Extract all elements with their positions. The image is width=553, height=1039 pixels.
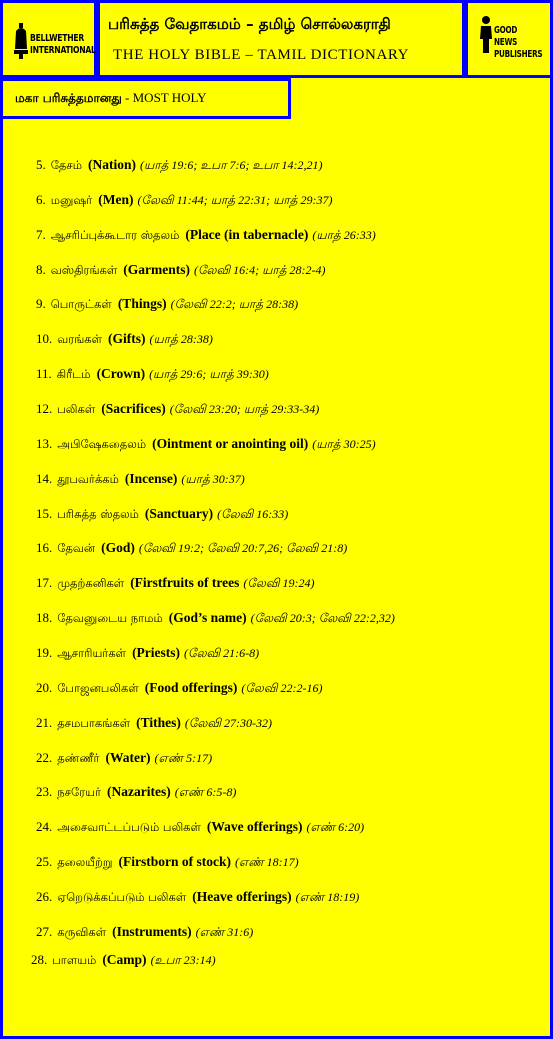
entry-num: 27. xyxy=(36,924,53,939)
entry-english: (Priests) xyxy=(132,645,181,660)
entry-english: (Crown) xyxy=(96,366,146,381)
entry-ref: (எண் 6:5-8) xyxy=(174,785,237,799)
entry-ref: (யாத் 28:38) xyxy=(149,332,213,346)
entry-tamil: முதற்கனிகள் xyxy=(57,576,125,590)
title-english: THE HOLY BIBLE – TAMIL DICTIONARY xyxy=(113,47,410,63)
entry-num: 17. xyxy=(36,575,53,590)
entry-tamil: மனுஷர் xyxy=(50,193,93,207)
title-tamil: பரிசுத்த வேதாகமம் – தமிழ் சொல்லகராதி xyxy=(108,15,391,33)
entry-tamil: ஆசாரியர்கள் xyxy=(57,646,127,660)
entry-num: 19. xyxy=(36,645,53,660)
entry-tamil: தேவன் xyxy=(57,541,96,555)
entry-tamil: ஆசரிப்புக்கூடார ஸ்தலம் xyxy=(50,228,180,242)
entry-item xyxy=(36,157,323,174)
entry-num: 23. xyxy=(36,784,53,799)
entry-item xyxy=(36,506,288,523)
entry-item xyxy=(31,952,216,969)
entry-tamil: அபிஷேகதைலம் xyxy=(57,437,147,451)
good-news-logo-text: GOOD NEWS PUBLISHERS xyxy=(494,25,543,60)
entry-ref: (லேவி 21:6-8) xyxy=(184,646,260,660)
entry-item xyxy=(36,715,272,732)
entry-tamil: போஜனபலிகள் xyxy=(57,681,139,695)
entry-num: 26. xyxy=(36,889,53,904)
entry-ref: (லேவி 23:20; யாத் 29:33-34) xyxy=(169,402,320,416)
entry-ref: (எண் 5:17) xyxy=(154,751,213,765)
entry-english: (Gifts) xyxy=(108,331,146,346)
entry-ref: (எண் 18:19) xyxy=(295,890,360,904)
entry-english: (Incense) xyxy=(124,471,178,486)
entry-ref: (லேவி 16:33) xyxy=(217,507,289,521)
entry-num: 18. xyxy=(36,610,53,625)
entry-english: (Instruments) xyxy=(112,924,192,939)
entry-item xyxy=(36,854,299,871)
entry-english: (Firstfruits of trees xyxy=(130,575,240,590)
entry-num: 15. xyxy=(36,506,53,521)
entry-ref: (எண் 6:20) xyxy=(306,820,365,834)
entry-item xyxy=(36,889,359,906)
entry-num: 21. xyxy=(36,715,53,730)
entry-tamil: பாளயம் xyxy=(52,953,97,967)
entry-ref: (யாத் 19:6; உபா 7:6; உபா 14:2,21) xyxy=(140,158,323,172)
entry-english: (Ointment or anointing oil) xyxy=(152,436,309,451)
entry-item xyxy=(36,540,347,557)
entry-item xyxy=(36,750,212,767)
section-header xyxy=(0,78,291,119)
entry-english: (Things) xyxy=(117,296,167,311)
entry-ref: (யாத் 29:6; யாத் 39:30) xyxy=(149,367,269,381)
entry-item xyxy=(36,784,236,801)
entry-item xyxy=(36,575,315,592)
entry-tamil: தசமபாகங்கள் xyxy=(57,716,131,730)
entry-item xyxy=(36,366,269,383)
entry-item xyxy=(36,227,376,244)
entry-tamil: பலிகள் xyxy=(57,402,96,416)
entry-item xyxy=(36,680,322,697)
bellwether-logo xyxy=(0,0,97,78)
entry-num: 6. xyxy=(36,192,46,207)
entry-num: 28. xyxy=(31,952,48,967)
entry-english: (Place (in tabernacle) xyxy=(185,227,309,242)
entry-tamil: அசைவாட்டப்படும் பலிகள் xyxy=(57,820,201,834)
entry-ref: (யாத் 30:37) xyxy=(181,472,245,486)
entry-tamil: வஸ்திரங்கள் xyxy=(50,263,118,277)
entry-ref: (லேவி 11:44; யாத் 22:31; யாத் 29:37) xyxy=(137,193,333,207)
good-news-logo xyxy=(465,0,553,78)
entry-num: 24. xyxy=(36,819,53,834)
entry-num: 20. xyxy=(36,680,53,695)
entry-english: (Nation) xyxy=(88,157,137,172)
entry-num: 16. xyxy=(36,540,53,555)
entry-tamil: தூபவர்க்கம் xyxy=(57,472,119,486)
entry-english: (Nazarites) xyxy=(106,784,171,799)
entry-num: 11. xyxy=(36,366,52,381)
entry-ref: (எண் 31:6) xyxy=(195,925,254,939)
entry-num: 9. xyxy=(36,296,46,311)
entry-tamil: தேவனுடைய நாமம் xyxy=(57,611,163,625)
entry-ref: (லேவி 22:2-16) xyxy=(241,681,323,695)
entry-item xyxy=(36,610,395,627)
entry-item xyxy=(36,924,253,941)
entry-ref: (லேவி 20:3; லேவி 22:2,32) xyxy=(250,611,395,625)
entry-english: (Garments) xyxy=(123,262,191,277)
entry-ref: (உபா 23:14) xyxy=(150,953,216,967)
entry-num: 10. xyxy=(36,331,53,346)
entry-english: (Men) xyxy=(98,192,134,207)
entry-num: 8. xyxy=(36,262,46,277)
content-panel xyxy=(0,78,553,1039)
entry-item xyxy=(36,296,298,313)
entry-english: (Firstborn of stock) xyxy=(118,854,231,869)
entry-tamil: தண்ணீர் xyxy=(57,751,100,765)
entry-english: (Sanctuary) xyxy=(144,506,214,521)
entry-english: (God’s name) xyxy=(168,610,247,625)
entry-num: 12. xyxy=(36,401,53,416)
section-title: மகா பரிசுத்தமானது - MOST HOLY xyxy=(15,90,207,105)
entry-ref: (லேவி 27:30-32) xyxy=(184,716,272,730)
entry-tamil: பரிசுத்த ஸ்தலம் xyxy=(57,507,139,521)
entry-english: (Food offerings) xyxy=(144,680,238,695)
title-banner xyxy=(97,0,465,78)
entry-ref: (லேவி 19:2; லேவி 20:7,26; லேவி 21:8) xyxy=(138,541,348,555)
entry-num: 25. xyxy=(36,854,53,869)
entry-ref: (யாத் 30:25) xyxy=(312,437,376,451)
entry-item xyxy=(36,331,213,348)
entry-num: 13. xyxy=(36,436,53,451)
entry-tamil: தலையீற்று xyxy=(57,855,113,869)
entry-ref: (யாத் 26:33) xyxy=(312,228,376,242)
entry-english: (Camp) xyxy=(102,952,147,967)
entry-tamil: ஏறெடுக்கப்படும் பலிகள் xyxy=(57,890,187,904)
entry-tamil: கிரீடம் xyxy=(56,367,91,381)
entry-num: 5. xyxy=(36,157,46,172)
entry-english: (Wave offerings) xyxy=(206,819,303,834)
bellwether-logo-text: BELLWETHER INTERNATIONAL xyxy=(30,33,96,56)
entry-english: (Heave offerings) xyxy=(192,889,292,904)
entry-tamil: நசரேயர் xyxy=(57,785,101,799)
entry-item xyxy=(36,471,245,488)
entry-item xyxy=(36,436,376,453)
entry-item xyxy=(36,645,259,662)
bell-icon xyxy=(14,23,28,59)
entry-ref: (லேவி 16:4; யாத் 28:2-4) xyxy=(194,263,326,277)
entry-english: (Sacrifices) xyxy=(101,401,166,416)
entry-ref: (லேவி 22:2; யாத் 28:38) xyxy=(170,297,299,311)
entry-item xyxy=(36,262,326,279)
entry-english: (Tithes) xyxy=(136,715,181,730)
entry-ref: (லேவி 19:24) xyxy=(243,576,315,590)
entry-english: (Water) xyxy=(105,750,151,765)
entry-num: 14. xyxy=(36,471,53,486)
entry-tamil: கருவிகள் xyxy=(57,925,107,939)
entry-item xyxy=(36,192,332,209)
entry-tamil: தேசம் xyxy=(50,158,83,172)
entry-english: (God) xyxy=(101,540,135,555)
entry-tamil: பொருட்கள் xyxy=(50,297,112,311)
entry-num: 7. xyxy=(36,227,46,242)
person-icon xyxy=(478,15,494,55)
entry-item xyxy=(36,401,319,418)
entry-num: 22. xyxy=(36,750,53,765)
entry-item xyxy=(36,819,364,836)
entry-ref: (எண் 18:17) xyxy=(234,855,299,869)
entry-tamil: வரங்கள் xyxy=(57,332,103,346)
